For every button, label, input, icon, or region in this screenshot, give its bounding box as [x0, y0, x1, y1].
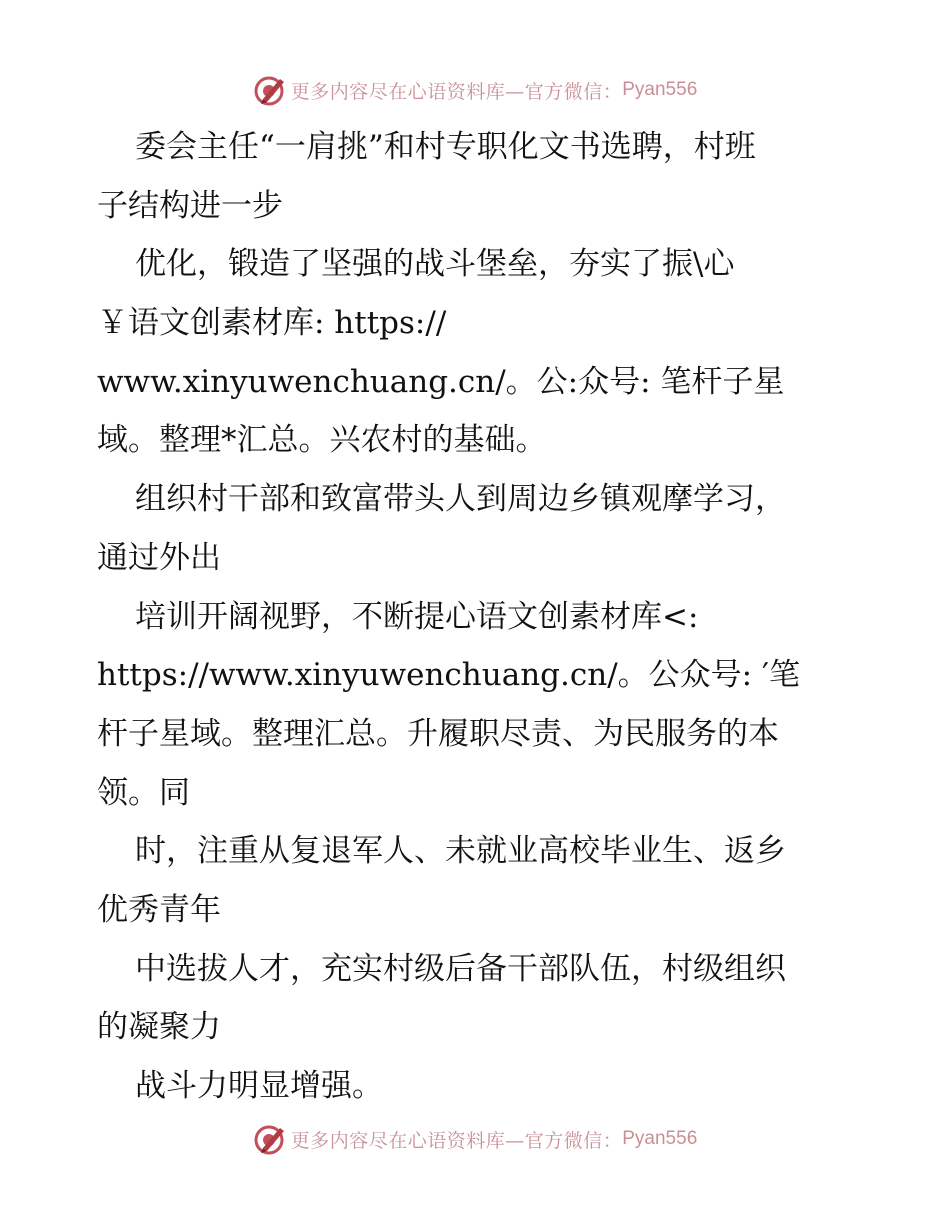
text-line: 领。同 — [97, 774, 190, 811]
text-line: https://www.xinyuwenchuang.cn/。公众号: ′笔 — [97, 657, 800, 694]
text-line: 培训开阔视野，不断提心语文创素材库<: — [135, 598, 699, 635]
banner-wechat-id: Pyan556 — [622, 79, 698, 100]
pen-on-circle-logo-icon — [253, 73, 287, 107]
text-line: 组织村干部和致富带头人到周边乡镇观摩学习， — [135, 481, 786, 518]
footer-banner-content — [253, 1122, 698, 1156]
text-line: ￥语文创素材库: https:// — [97, 305, 447, 342]
header-banner-content — [253, 73, 698, 107]
text-line: 优秀青年 — [97, 891, 221, 928]
text-line: 中选拔人才，充实村级后备干部队伍，村级组织 — [135, 950, 786, 987]
text-line: 战斗力明显增强。 — [135, 1068, 383, 1104]
text-line: www.xinyuwenchuang.cn/。公:众号: 笔杆子星 — [97, 363, 785, 400]
text-line: 通过外出 — [97, 539, 221, 576]
banner-text: 更多内容尽在心语资料库—官方微信： — [290, 1129, 623, 1152]
text-line: 的凝聚力 — [97, 1009, 221, 1046]
text-line: 委会主任“一肩挑”和村专职化文书选聘，村班 — [135, 129, 756, 165]
footer-banner — [0, 1119, 950, 1159]
text-line: 杆子星域。整理汇总。升履职尽责、为民服务的本 — [97, 715, 779, 752]
banner-text: 更多内容尽在心语资料库—官方微信： — [290, 80, 623, 103]
text-line: 域。整理*汇总。兴农村的基础。 — [97, 422, 547, 459]
text-line: 时，注重从复退军人、未就业高校毕业生、返乡 — [135, 833, 786, 870]
text-line: 优化，锻造了坚强的战斗堡垒，夯实了振\心 — [135, 246, 735, 283]
body-text — [97, 118, 857, 1116]
banner-wechat-id: Pyan556 — [622, 1128, 698, 1149]
pen-on-circle-logo-icon — [253, 1122, 287, 1156]
text-line: 子结构进一步 — [97, 187, 283, 224]
header-banner — [0, 70, 950, 110]
